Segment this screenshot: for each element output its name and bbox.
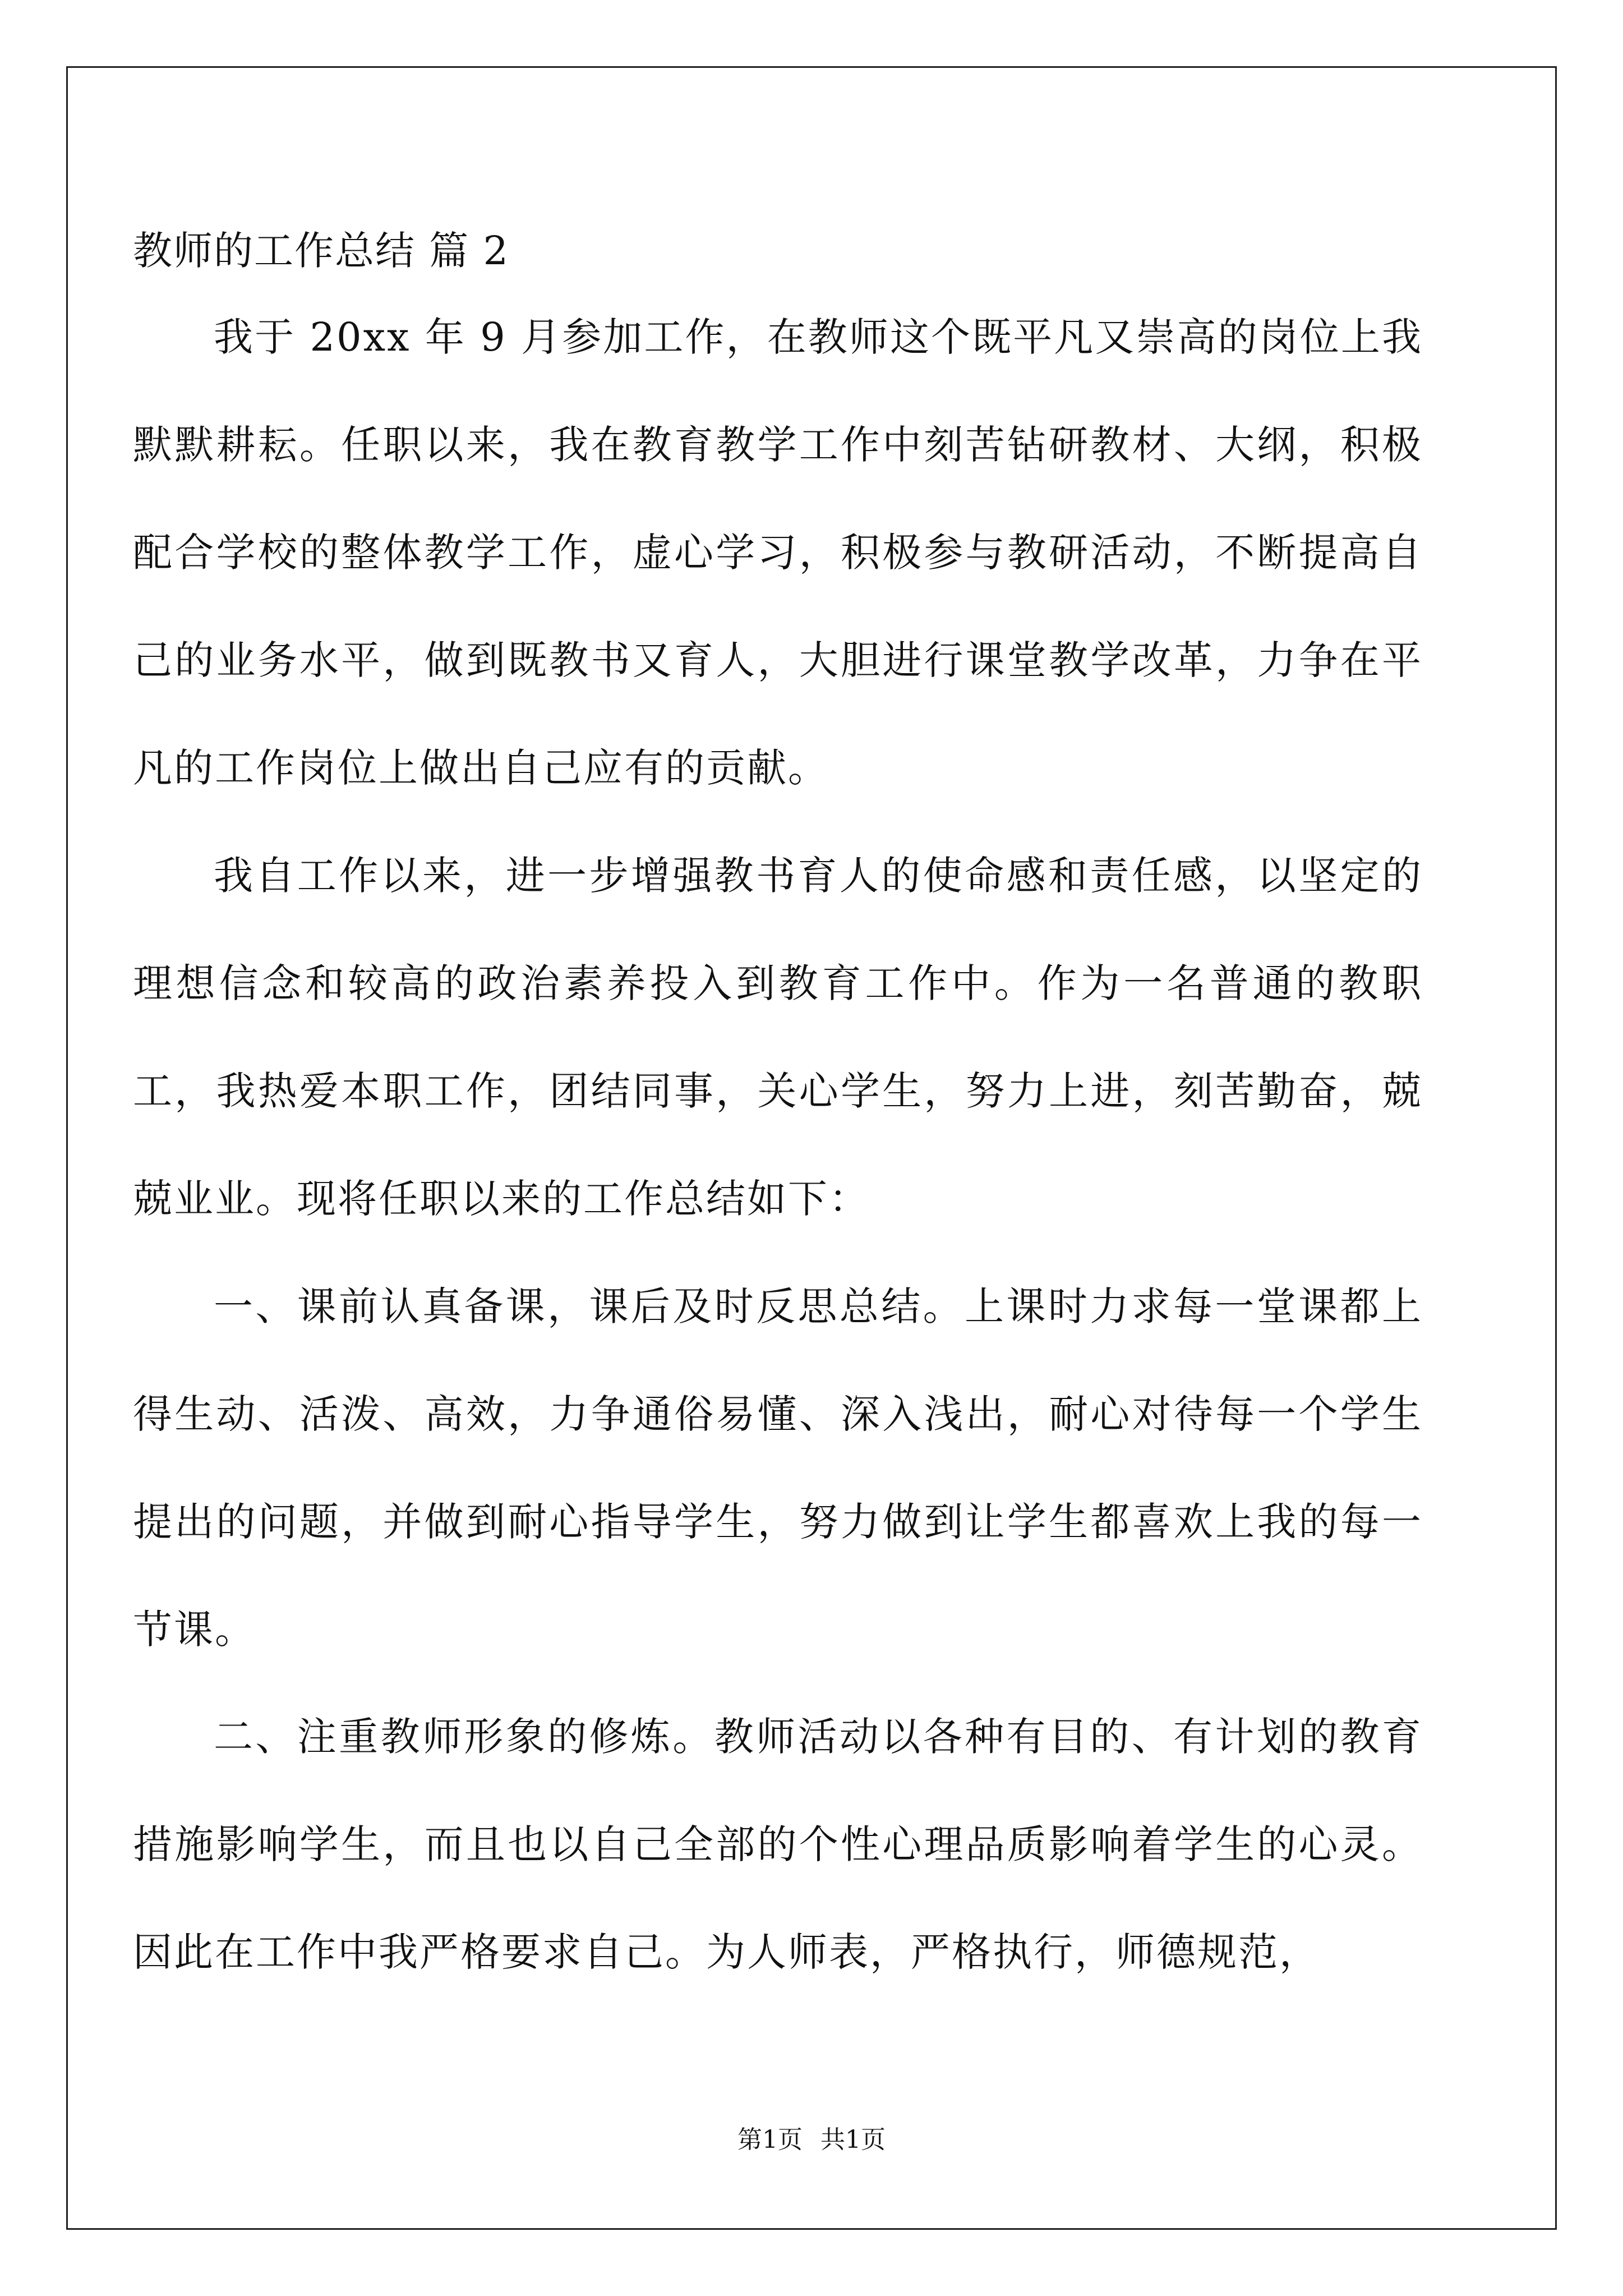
paragraph-3: 一、课前认真备课，课后及时反思总结。上课时力求每一堂课都上得生动、活泼、高效，力争通俗易懂、深入浅出，耐心对待每一个学生提出的问题，并做到耐心指导学生，努力做到让学生都喜欢上我的每一节课。 <box>133 1283 1423 1653</box>
paragraph-2: 我自工作以来，进一步增强教书育人的使命感和责任感，以坚定的理想信念和较高的政治素养投入到教育工作中。作为一名普通的教职工，我热爱本职工作，团结同事，关心学生，努力上进，刻苦勤奋，兢兢业业。现将任职以来的工作总结如下： <box>133 853 1423 1222</box>
page-footer: 第1页 共1页 <box>737 2125 886 2154</box>
paragraph-1: 我于 20xx 年 9 月参加工作，在教师这个既平凡又崇高的岗位上我默默耕耘。任职以来，我在教育教学工作中刻苦钻研教材、大纲，积极配合学校的整体教学工作，虚心学习，积极参与教研活动，不断提高自己的业务水平，做到既教书又育人，大胆进行课堂教学改革，力争在平凡的工作岗位上做出自己应有的贡献。 <box>133 314 1423 791</box>
paragraph-4: 二、注重教师形象的修炼。教师活动以各种有目的、有计划的教育措施影响学生，而且也以自己全部的个性心理品质影响着学生的心灵。因此在工作中我严格要求自己。为人师表，严格执行，师德规范， <box>133 1714 1423 1975</box>
document-title: 教师的工作总结 篇 2 <box>133 228 510 274</box>
